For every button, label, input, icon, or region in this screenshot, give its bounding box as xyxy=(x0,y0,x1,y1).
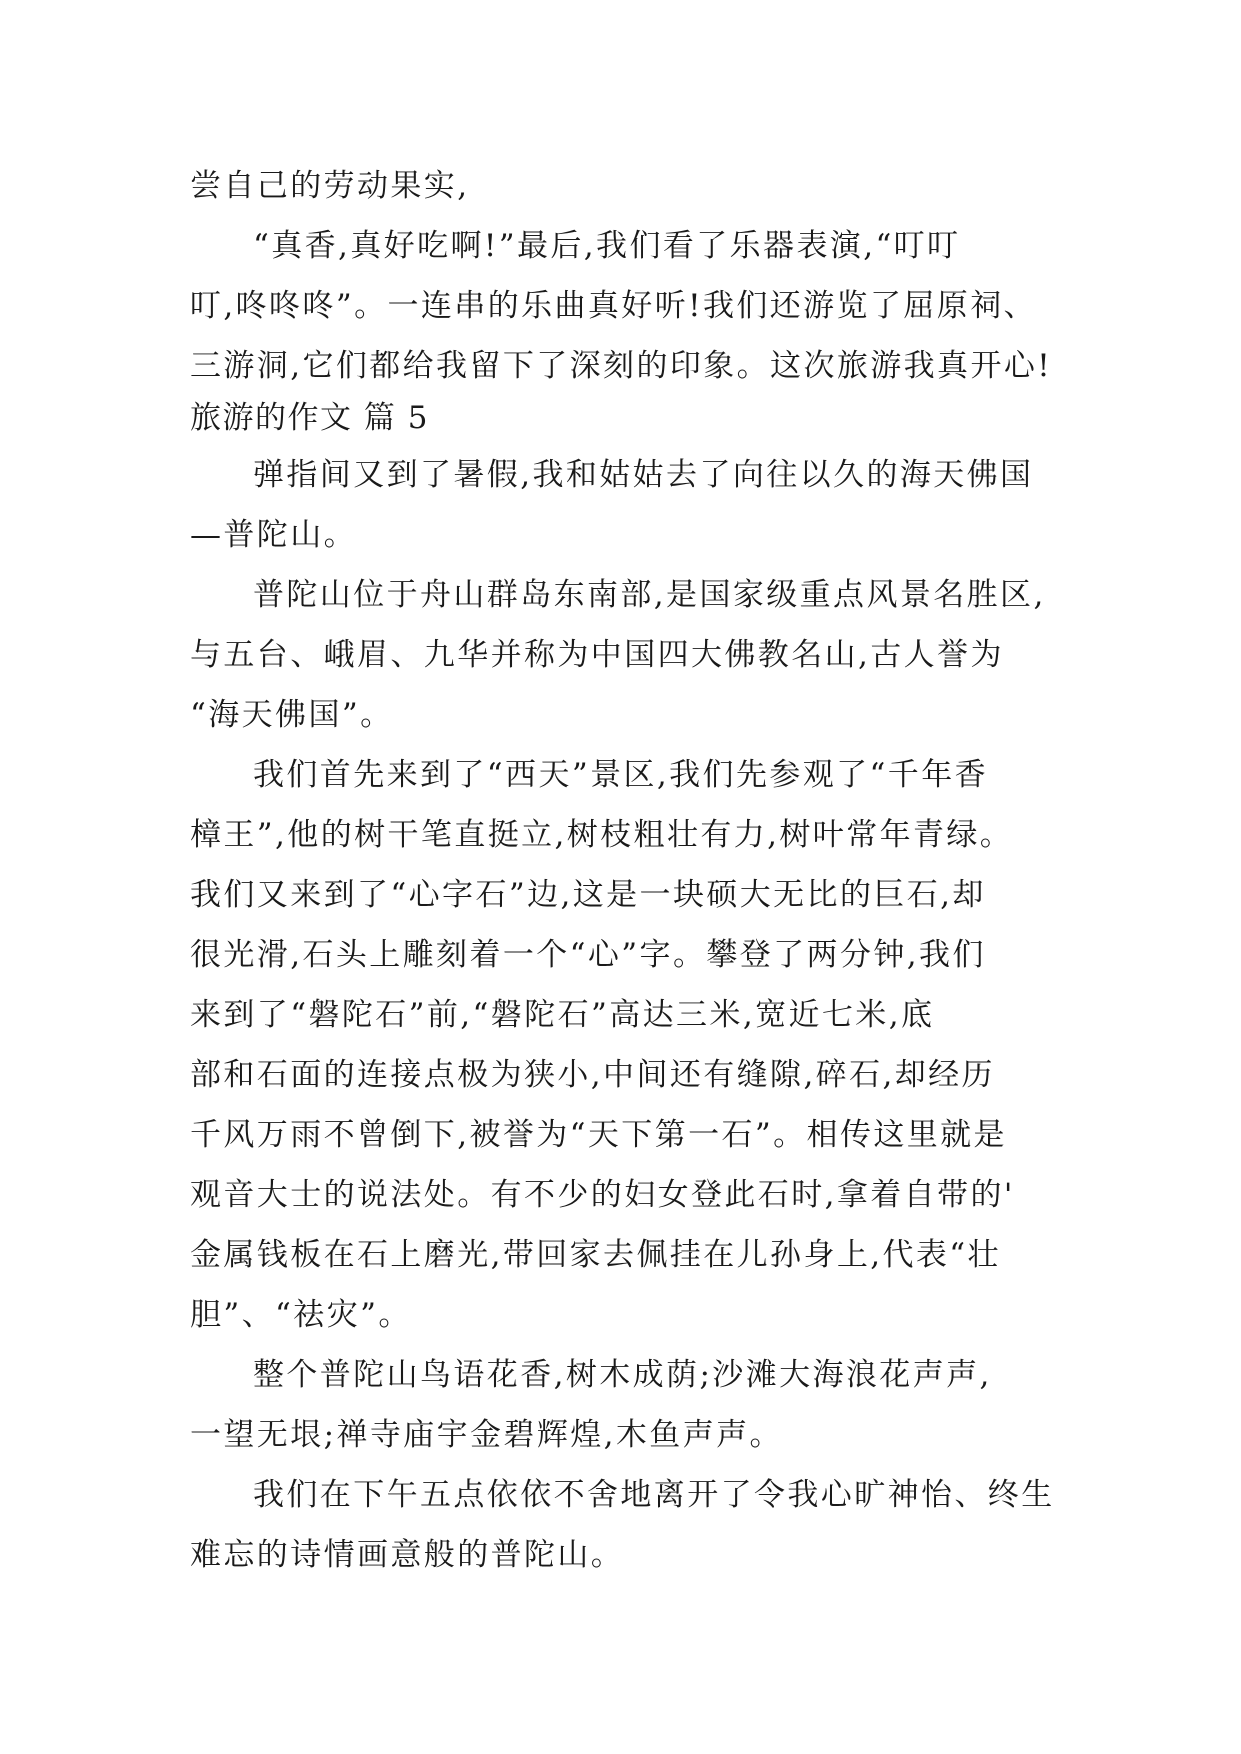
text-line: 我们又来到了“心字石”边,这是一块硕大无比的巨石,却 xyxy=(190,877,986,913)
text-line: “海天佛国”。 xyxy=(190,697,394,733)
text-line: 弹指间又到了暑假,我和姑姑去了向往以久的海天佛国 xyxy=(253,457,1034,493)
text-line: 胆”、“祛灾”。 xyxy=(190,1297,412,1333)
text-line: 三游洞,它们都给我留下了深刻的印象。这次旅游我真开心! xyxy=(190,348,1053,384)
text-line: 叮,咚咚咚”。一连串的乐曲真好听!我们还游览了屈原祠、 xyxy=(190,288,1037,324)
section-heading: 旅游的作文 篇 5 xyxy=(190,400,429,436)
text-line: 与五台、峨眉、九华并称为中国四大佛教名山,古人誉为 xyxy=(190,637,1004,673)
text-line: 部和石面的连接点极为狭小,中间还有缝隙,碎石,却经历 xyxy=(190,1057,995,1093)
text-line: 金属钱板在石上磨光,带回家去佩挂在儿孙身上,代表“壮 xyxy=(190,1237,1001,1273)
text-line: “真香,真好吃啊!”最后,我们看了乐器表演,“叮叮 xyxy=(253,228,961,264)
text-line: 观音大士的说法处。有不少的妇女登此石时,拿着自带的' xyxy=(190,1177,1015,1213)
text-line: 很光滑,石头上雕刻着一个“心”字。攀登了两分钟,我们 xyxy=(190,937,986,973)
text-line: 整个普陀山鸟语花香,树木成荫;沙滩大海浪花声声, xyxy=(253,1357,992,1393)
text-line: 来到了“磐陀石”前,“磐陀石”高达三米,宽近七米,底 xyxy=(190,997,935,1033)
text-line: 难忘的诗情画意般的普陀山。 xyxy=(190,1537,625,1573)
text-line: —普陀山。 xyxy=(190,517,357,553)
text-line: 樟王”,他的树干笔直挺立,树枝粗壮有力,树叶常年青绿。 xyxy=(190,817,1014,853)
text-line: 普陀山位于舟山群岛东南部,是国家级重点风景名胜区, xyxy=(253,577,1046,613)
text-line: 我们首先来到了“西天”景区,我们先参观了“千年香 xyxy=(253,757,988,793)
text-line: 尝自己的劳动果实, xyxy=(190,168,470,204)
text-line: 千风万雨不曾倒下,被誉为“天下第一石”。相传这里就是 xyxy=(190,1117,1007,1153)
text-line: 一望无垠;禅寺庙宇金碧辉煌,木鱼声声。 xyxy=(190,1417,783,1453)
text-line: 我们在下午五点依依不舍地离开了令我心旷神怡、终生 xyxy=(253,1477,1055,1513)
